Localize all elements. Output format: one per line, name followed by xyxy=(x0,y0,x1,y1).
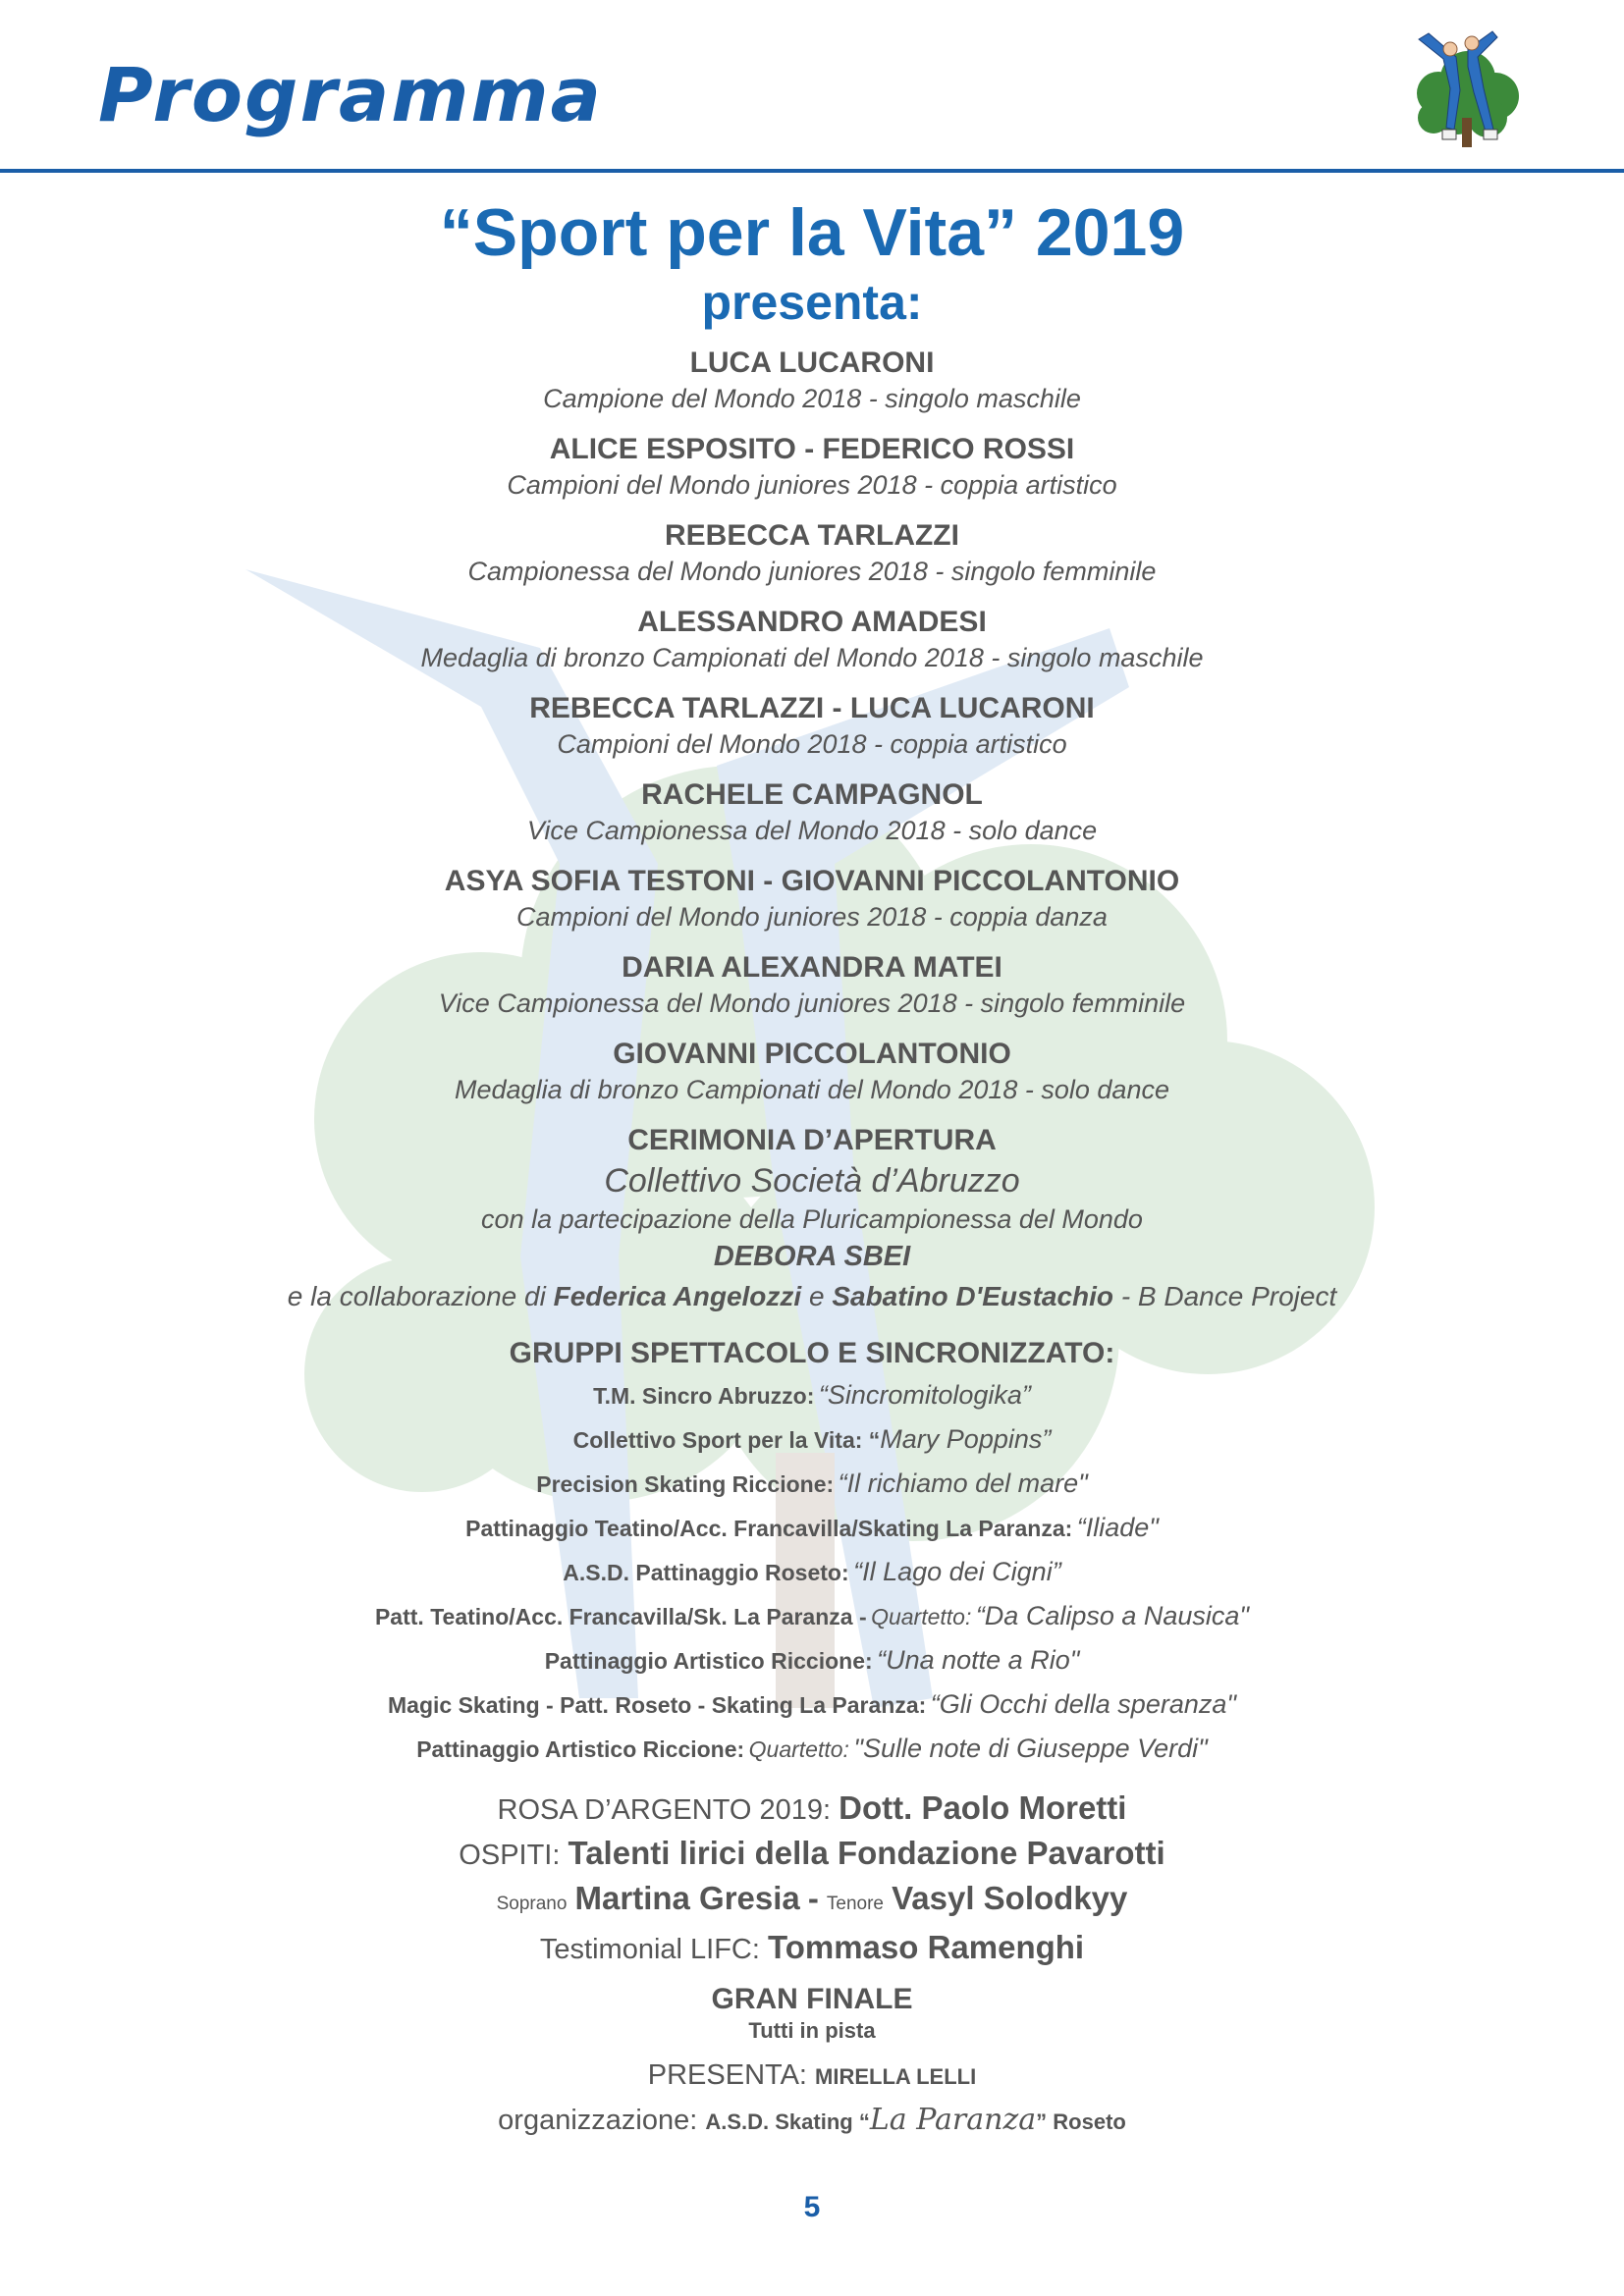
presenter-name: MIRELLA LELLI xyxy=(815,2064,977,2089)
award-name: LUCA LUCARONI xyxy=(689,347,935,379)
group-entry xyxy=(0,1552,1624,1596)
group-extra: Quartetto: xyxy=(748,1736,849,1762)
program-content xyxy=(0,191,1624,2144)
ceremony-title: CERIMONIA D’APERTURA xyxy=(627,1124,997,1156)
group-show: “Da Calipso a Nausica" xyxy=(975,1601,1250,1630)
group-show: “Il Lago dei Cigni” xyxy=(853,1557,1061,1586)
skaters-tree-logo xyxy=(1399,20,1532,162)
award-entry xyxy=(0,1036,1624,1106)
group-show: "Sulle note di Giuseppe Verdi" xyxy=(853,1734,1208,1763)
award-description: Campionessa del Mondo juniores 2018 - singolo femminile xyxy=(467,557,1157,586)
event-subtitle: presenta: xyxy=(701,275,923,330)
finale-title: GRAN FINALE xyxy=(711,1983,913,2015)
group-show: Mary Poppins” xyxy=(880,1424,1052,1454)
group-entry xyxy=(0,1375,1624,1419)
groups-section xyxy=(0,1334,1624,1773)
singers-separator: - xyxy=(807,1880,819,1916)
group-entry xyxy=(0,1464,1624,1508)
group-extra: Quartetto: xyxy=(871,1604,972,1629)
organization-script-name: La Paranza xyxy=(869,2103,1037,2137)
awards-list xyxy=(0,345,1624,1106)
award-name: REBECCA TARLAZZI - LUCA LUCARONI xyxy=(529,692,1095,724)
group-show: “Sincromitologika” xyxy=(818,1380,1031,1410)
award-description: Vice Campionessa del Mondo 2018 - solo dance xyxy=(526,816,1098,845)
award-name: RACHELE CAMPAGNOL xyxy=(641,778,983,811)
group-entry xyxy=(0,1508,1624,1552)
award-description: Medaglia di bronzo Campionati del Mondo 2018 - solo dance xyxy=(455,1075,1169,1104)
finale-subtitle: Tutti in pista xyxy=(748,2018,876,2043)
ceremony-group: Collettivo Società d’Abruzzo xyxy=(604,1162,1020,1200)
guests xyxy=(0,1832,1624,1877)
award-entry xyxy=(0,604,1624,674)
award-description: Campioni del Mondo juniores 2018 - coppia danza xyxy=(516,902,1108,932)
award-entry xyxy=(0,949,1624,1020)
award-name: REBECCA TARLAZZI xyxy=(665,519,959,552)
opening-ceremony xyxy=(0,1122,1624,1316)
ceremony-star: DEBORA SBEI xyxy=(713,1241,911,1272)
award-description: Vice Campionessa del Mondo juniores 2018 - singolo femminile xyxy=(438,988,1186,1018)
organization-prefix: A.S.D. Skating “ xyxy=(705,2109,870,2134)
organization xyxy=(0,2099,1624,2144)
group-name: Precision Skating Riccione: xyxy=(536,1471,835,1497)
group-name: T.M. Sincro Abruzzo: xyxy=(593,1383,815,1409)
collab-suffix: - B Dance Project xyxy=(1120,1281,1337,1311)
group-name: Patt. Teatino/Acc. Francavilla/Sk. La Paranza - xyxy=(374,1604,867,1629)
rosa-label: ROSA D’ARGENTO 2019: xyxy=(497,1794,832,1826)
event-title: “Sport per la Vita” 2019 xyxy=(439,195,1185,270)
collab-prefix: e la collaborazione di xyxy=(287,1281,546,1311)
guests-label: OSPITI: xyxy=(459,1840,561,1871)
presenter xyxy=(0,2054,1624,2099)
rosa-argento xyxy=(0,1787,1624,1832)
group-name: Pattinaggio Artistico Riccione: xyxy=(416,1736,745,1762)
group-entry xyxy=(0,1684,1624,1729)
award-entry xyxy=(0,863,1624,934)
group-entry xyxy=(0,1596,1624,1640)
group-name: Pattinaggio Teatino/Acc. Francavilla/Skating La Paranza: xyxy=(465,1516,1073,1541)
groups-title: GRUPPI SPETTACOLO E SINCRONIZZATO: xyxy=(509,1337,1115,1369)
group-show: “Il richiamo del mare" xyxy=(838,1468,1088,1498)
ceremony-collaboration xyxy=(0,1277,1624,1316)
award-name: ASYA SOFIA TESTONI - GIOVANNI PICCOLANTONIO xyxy=(444,865,1180,897)
group-entry xyxy=(0,1729,1624,1773)
group-name: Pattinaggio Artistico Riccione: xyxy=(544,1648,873,1674)
organization-label: organizzazione: xyxy=(498,2105,698,2136)
presenter-label: PRESENTA: xyxy=(647,2059,807,2091)
ceremony-participation: con la partecipazione della Pluricampionessa del Mondo xyxy=(481,1204,1143,1234)
award-description: Campione del Mondo 2018 - singolo maschile xyxy=(543,384,1081,413)
page-header-title: Programma xyxy=(98,51,603,138)
award-description: Medaglia di bronzo Campionati del Mondo 2018 - singolo maschile xyxy=(420,643,1204,672)
testimonial-label: Testimonial LIFC: xyxy=(539,1934,760,1965)
award-entry xyxy=(0,690,1624,761)
collab-and: e xyxy=(808,1281,825,1311)
tenore-label: Tenore xyxy=(826,1894,885,1914)
testimonial-value: Tommaso Ramenghi xyxy=(767,1929,1085,1965)
award-name: ALESSANDRO AMADESI xyxy=(637,606,987,638)
award-entry xyxy=(0,517,1624,588)
group-show: “Una notte a Rio" xyxy=(877,1645,1080,1675)
soprano-label: Soprano xyxy=(496,1894,568,1914)
group-entry xyxy=(0,1419,1624,1464)
collab-name-1: Federica Angelozzi xyxy=(553,1281,802,1311)
rosa-value: Dott. Paolo Moretti xyxy=(839,1789,1127,1826)
group-name: Collettivo Sport per la Vita: “ xyxy=(572,1427,881,1453)
tenore-name: Vasyl Solodkyy xyxy=(892,1880,1128,1916)
header-divider xyxy=(0,169,1624,173)
page-number: 5 xyxy=(803,2191,821,2223)
group-name: Magic Skating - Patt. Roseto - Skating La Paranza: xyxy=(388,1692,927,1718)
award-entry xyxy=(0,431,1624,502)
soprano-name: Martina Gresia xyxy=(574,1880,800,1916)
award-entry xyxy=(0,345,1624,415)
award-entry xyxy=(0,776,1624,847)
guests-value: Talenti lirici della Fondazione Pavarotti xyxy=(568,1835,1165,1871)
group-entry xyxy=(0,1640,1624,1684)
group-name: A.S.D. Pattinaggio Roseto: xyxy=(563,1560,849,1585)
award-name: GIOVANNI PICCOLANTONIO xyxy=(613,1038,1011,1070)
group-show: “Gli Occhi della speranza" xyxy=(930,1689,1236,1719)
award-description: Campioni del Mondo 2018 - coppia artistico xyxy=(557,729,1067,759)
award-description: Campioni del Mondo juniores 2018 - coppia artistico xyxy=(507,470,1117,500)
group-show: “Iliade" xyxy=(1076,1513,1159,1542)
testimonial xyxy=(0,1926,1624,1971)
organization-suffix: ” Roseto xyxy=(1036,2109,1126,2134)
award-name: DARIA ALEXANDRA MATEI xyxy=(622,951,1002,984)
singers xyxy=(0,1877,1624,1926)
award-name: ALICE ESPOSITO - FEDERICO ROSSI xyxy=(549,433,1075,465)
collab-name-2: Sabatino D'Eustachio xyxy=(832,1281,1114,1311)
closing-section xyxy=(0,1787,1624,2144)
